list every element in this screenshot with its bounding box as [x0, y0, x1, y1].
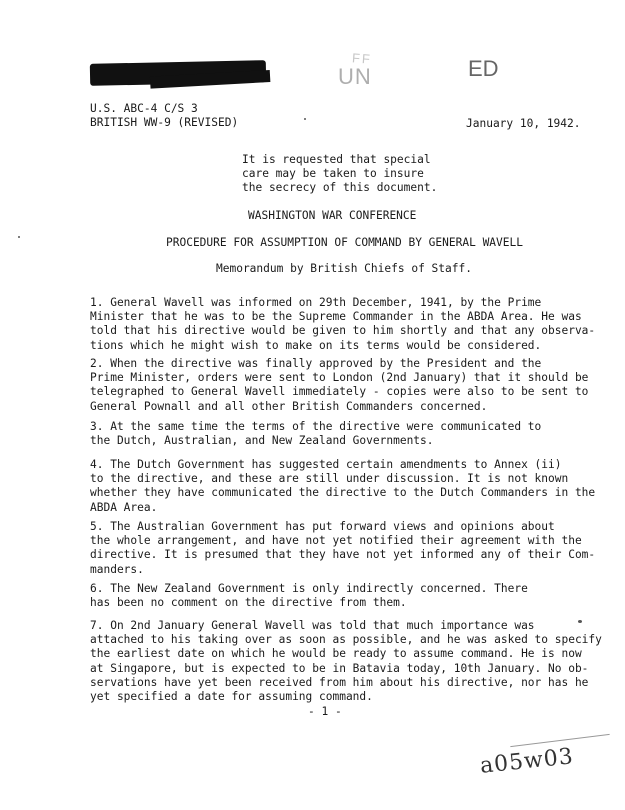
paragraph-2-line: General Pownall and all other British Commanders concerned. [90, 399, 488, 413]
stamp-row-1: FF [351, 50, 373, 67]
paragraph-6-line: 6. The New Zealand Government is only indirectly concerned. There [90, 582, 528, 595]
paragraph-7-line: attached to his taking over as soon as possible, and he was asked to specify [90, 633, 602, 647]
paragraph-1-line: 1. General Wavell was informed on 29th December, 1941, by the Prime [90, 296, 542, 309]
notice-line-3: the secrecy of this document. [242, 181, 438, 194]
paragraph-2-line: 2. When the directive was finally approved by the President and the [90, 357, 542, 370]
paragraph-7-line: yet specified a date for assuming command. [90, 690, 373, 703]
paragraph-7-line: the earliest date on which he would be ready to assume command. He is now [90, 647, 582, 661]
paragraph-3-line: the Dutch, Australian, and New Zealand Governments. [90, 434, 434, 448]
procedure-title: PROCEDURE FOR ASSUMPTION OF COMMAND BY GENERAL WAVELL [166, 236, 523, 249]
paragraph-4-line: ABDA Area. [90, 500, 158, 514]
paragraph-2-line: Prime Minister, orders were sent to London (2nd January) that it should be [90, 371, 589, 385]
redaction-bar [90, 60, 266, 86]
paragraph-3-line: 3. At the same time the terms of the directive were communicated to [90, 420, 542, 433]
scan-speck [18, 236, 20, 238]
paragraph-5-line: directive. It is presumed that they have not yet informed any of their Com- [90, 548, 596, 562]
memorandum-subtitle: Memorandum by British Chiefs of Staff. [216, 262, 472, 275]
page-number: - 1 - [308, 705, 342, 718]
notice-line-2: care may be taken to insure [242, 167, 424, 180]
paragraph-1-line: Minister that he was to be the Supreme Commander in the ABDA Area. He was [90, 310, 582, 324]
paragraph-5-line: the whole arrangement, and have not yet notified their agreement with the [90, 534, 582, 548]
scan-speck [578, 620, 582, 623]
paragraph-1-line: told that his directive would be given to him shortly and that any observa- [90, 324, 596, 338]
classification-line-1: U.S. ABC-4 C/S 3 [90, 102, 198, 115]
notice-line-1: It is requested that special [242, 153, 431, 166]
stamp-row-3: ED [468, 56, 499, 81]
paragraph-6-line: has been no comment on the directive from them. [90, 596, 407, 610]
handwritten-code: a05w03 [478, 744, 575, 779]
faded-stamp [338, 52, 508, 104]
paragraph-7-line: at Singapore, but is expected to be in Batavia today, 10th January. No ob- [90, 661, 589, 675]
scan-speck [304, 118, 306, 120]
conference-title: WASHINGTON WAR CONFERENCE [248, 209, 417, 222]
paragraph-2-line: telegraphed to General Wavell immediately - copies were also to be sent to [90, 385, 589, 399]
paragraph-7-line: 7. On 2nd January General Wavell was told that much importance was [90, 619, 535, 632]
paragraph-5-line: 5. The Australian Government has put forward views and opinions about [90, 520, 555, 533]
stamp-row-2: UN [338, 64, 372, 89]
document-date: January 10, 1942. [466, 117, 581, 130]
paragraph-4-line: whether they have communicated the directive to the Dutch Commanders in the [90, 486, 596, 500]
paragraph-4-line: 4. The Dutch Government has suggested certain amendments to Annex (ii) [90, 458, 562, 471]
paragraph-4-line: to the directive, and these are still under discussion. It is not known [90, 472, 569, 486]
paragraph-7-line: servations have yet been received from him about his directive, nor has he [90, 675, 589, 689]
paragraph-1-line: tions which he might wish to make on its terms would be considered. [90, 338, 542, 352]
paragraph-5-line: manders. [90, 562, 144, 576]
classification-line-2: BRITISH WW-9 (REVISED) [90, 116, 239, 129]
